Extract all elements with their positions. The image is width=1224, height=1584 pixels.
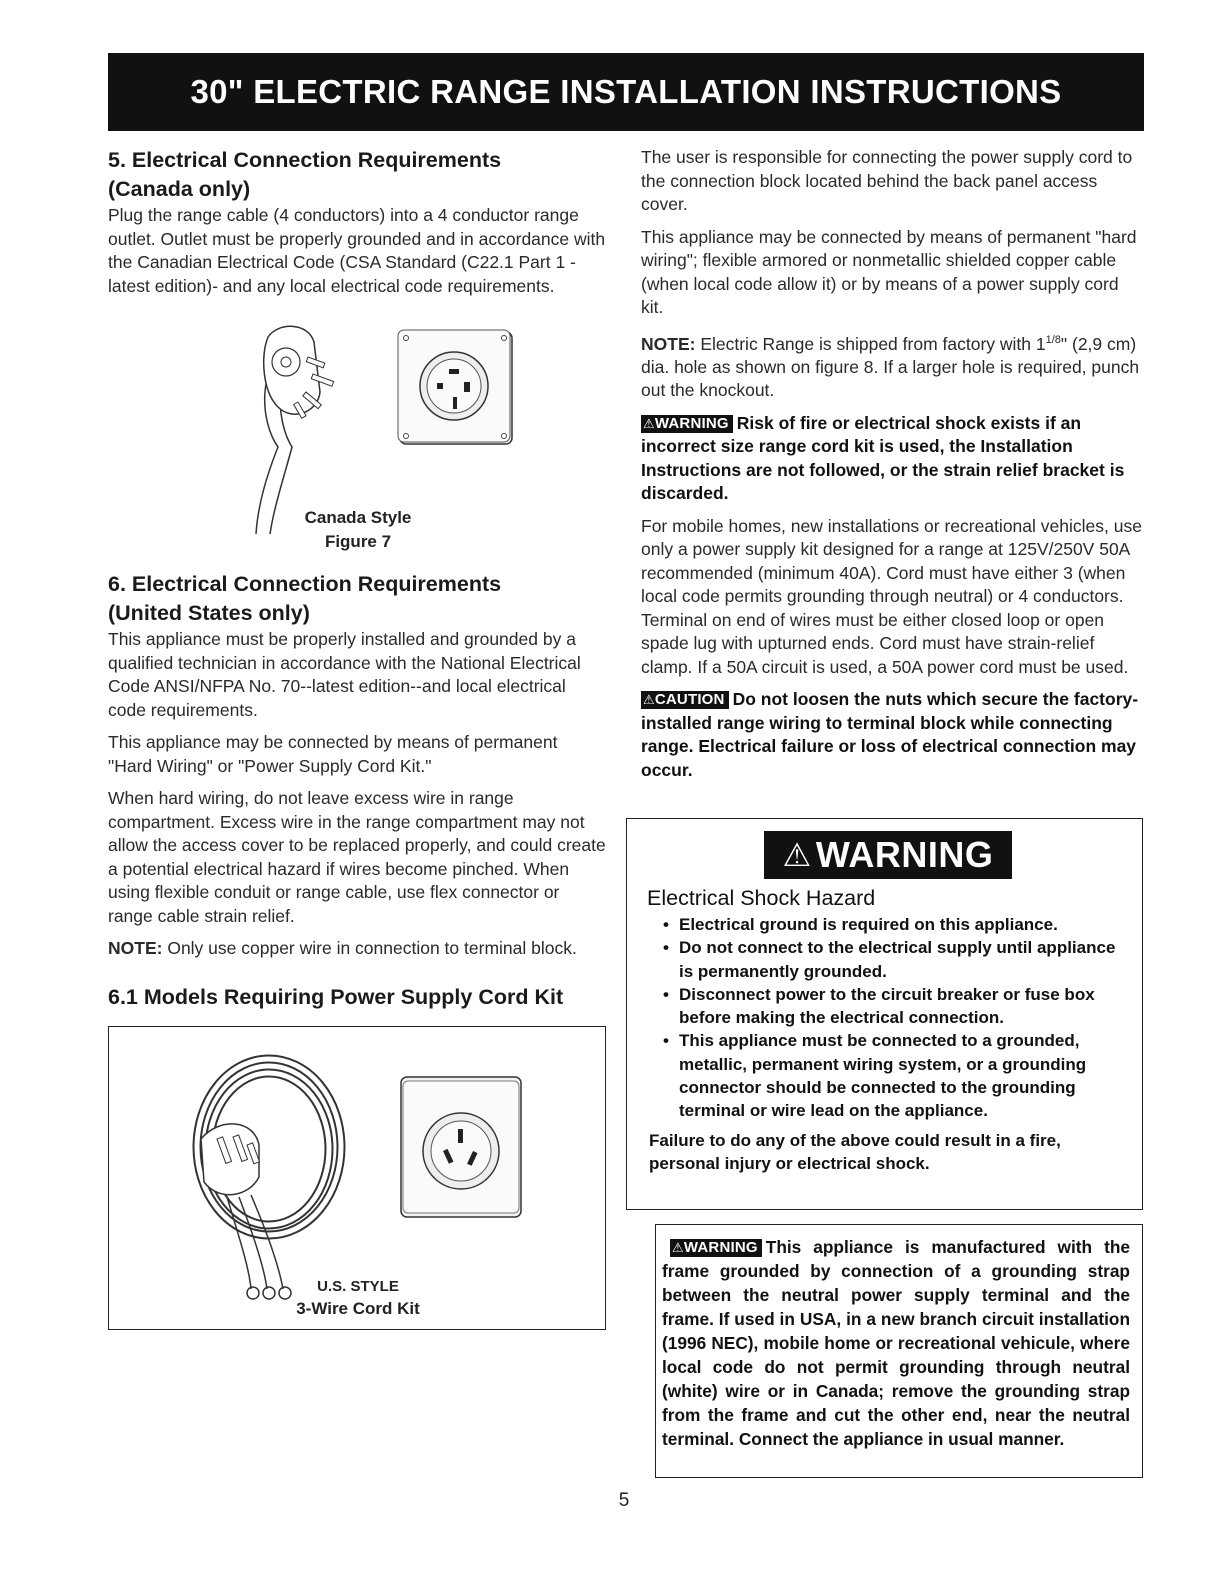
right-paragraph-2: This appliance may be connected by means of permanent "hard wiring"; flexible armored or nonmetallic shielded copper cable (when local code allow it) or by means of a power supply cord kit. (641, 226, 1137, 317)
warning-signal-tag: ⚠WARNING (670, 1239, 762, 1257)
section-6-1-heading: 6.1 Models Requiring Power Supply Cord Kit (108, 984, 564, 1009)
section-5-heading: 5. Electrical Connection Requirements (Canada only) (108, 148, 502, 201)
page-number: 5 (618, 1490, 630, 1511)
left-column (108, 146, 606, 1330)
cord-kit-warning: ⚠WARNING Risk of fire or electrical shock exists if an incorrect size range cord kit is used, the Installation Instructions are not followed, or the strain relief bracket is discarded. (641, 412, 1125, 504)
section-6-note: NOTE: Only use copper wire in connection to terminal block. (108, 938, 577, 958)
warning-signal-tag: ⚠WARNING (641, 415, 733, 433)
warning-triangle-icon: ⚠ (672, 1240, 684, 1255)
page-title: 30" ELECTRIC RANGE INSTALLATION INSTRUCTIONS (108, 53, 1144, 131)
cord-kit-caption-style: U.S. STYLE (317, 1277, 399, 1295)
cord-kit-figure (108, 1026, 606, 1330)
warning-item: • Electrical ground is required on this appliance. (641, 913, 1131, 936)
warning-item: • Disconnect power to the circuit breaker or fuse box before making the electrical connection. (641, 983, 1131, 1030)
warning-triangle-icon: ⚠ (782, 837, 812, 873)
section-6-heading: 6. Electrical Connection Requirements (United States only) (108, 572, 502, 625)
terminal-caution: ⚠CAUTION Do not loosen the nuts which secure the factory-installed range wiring to terminal block while connecting range. Electrical failure or loss of electrical connection may occur. (641, 689, 1139, 780)
warning-badge: ⚠ WARNING (764, 831, 1012, 879)
warning-footer: Failure to do any of the above could result in a fire, personal injury or electrical shock. (649, 1130, 1061, 1173)
section-6-paragraph-1: This appliance must be properly installed and grounded by a qualified technician in accordance with the National Electrical Code ANSI/NFPA No. 70--latest edition--and local electrical code requirements. (108, 629, 581, 720)
section-5-body: Plug the range cable (4 conductors) into a 4 conductor range outlet. Outlet must be properly grounded and in accordance with the Canadian Electrical Code (CSA Standard (C22.1 Part 1 - latest edition)- and any local electrical code requirements. (108, 205, 606, 296)
warning-heading: Electrical Shock Hazard (647, 886, 876, 910)
figure-7-caption: Canada Style Figure 7 (304, 508, 412, 551)
right-note: NOTE: Electric Range is shipped from factory with $1^{1/8}$" (2,9 cm) dia. hole as shown on figure 8. If a larger hole is required, punch out the knockout. (641, 333, 1140, 401)
grounding-strap-text: ⚠WARNING This appliance is manufactured with the frame grounded by connection of a grounding strap between the neutral power supply terminal and the frame. If used in USA, in a new branch circuit installation (1996 NEC), mobile home or recreational vehicule, where local code do not permit grounding through neutral (white) wire or in Canada; remove the grounding strap from the frame and cut the other end, near the neutral terminal. Connect the appliance in usual manner. (662, 1237, 1130, 1449)
right-column (641, 146, 1144, 782)
right-paragraph-3: For mobile homes, new installations or recreational vehicles, use only a power supply kit designed for a range at 125V/250V 50A recommended (minimum 40A). Cord must have either 3 (when local code permits grounding through neutral) or 4 conductors. Terminal on end of wires must be either closed loop or open spade lug with upturned ends. Cord must have strain-relief clamp. If a 50A circuit is used, a 50A power cord must be used. (641, 515, 1142, 677)
cord-kit-caption: 3-Wire Cord Kit (296, 1298, 420, 1318)
section-6-paragraph-2: This appliance may be connected by means of permanent "Hard Wiring" or "Power Supply Cord Kit." (108, 732, 558, 776)
warning-item: • Do not connect to the electrical supply until appliance is permanently grounded. (641, 936, 1131, 983)
caution-triangle-icon: ⚠ (643, 692, 655, 708)
grounding-strap-warning-box (655, 1224, 1143, 1478)
warning-list (641, 913, 1131, 1123)
warning-item: • This appliance must be connected to a grounded, metallic, permanent wiring system, or a grounding connector should be connected to the grounding terminal or wire lead on the appliance. (641, 1029, 1131, 1122)
section-6-paragraph-3: When hard wiring, do not leave excess wire in range compartment. Excess wire in the range compartment may not allow the access cover to be replaced properly, and could create a potential electrical hazard if wires become pinched. When using flexible conduit or range cable, use flex connector or range cable strain relief. (108, 788, 606, 926)
warning-triangle-icon: ⚠ (643, 415, 655, 431)
right-paragraph-1: The user is responsible for connecting the power supply cord to the connection block located behind the back panel access cover. (641, 147, 1133, 214)
figure-7-canada-style (108, 312, 606, 551)
electrical-shock-warning-box (626, 818, 1143, 1210)
caution-signal-tag: ⚠CAUTION (641, 691, 729, 709)
